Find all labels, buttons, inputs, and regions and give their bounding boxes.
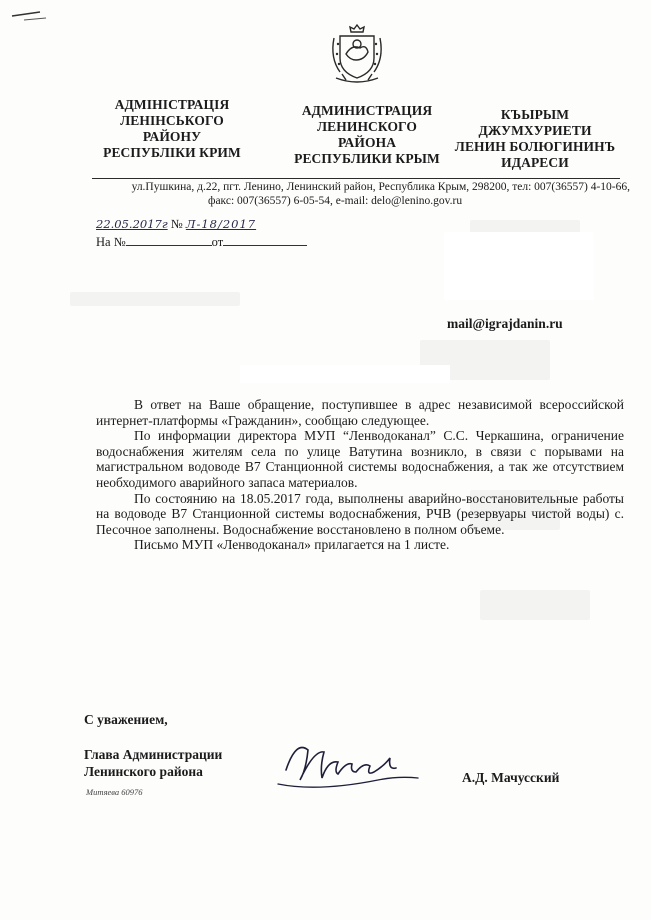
- address-block: [100, 180, 630, 208]
- org-line: РЕСПУБЛІКИ КРИМ: [103, 145, 241, 160]
- paper-bleed: [480, 590, 590, 620]
- org-line: ИДАРЕСИ: [501, 155, 569, 170]
- letter-body: [96, 397, 624, 553]
- org-line: АДМІНІСТРАЦІЯ: [114, 97, 230, 112]
- executor-note: Митяева 60976: [86, 787, 143, 797]
- body-paragraph: Письмо МУП «Ленводоканал» прилагается на 1 листе.: [134, 537, 450, 553]
- header-divider: [92, 178, 620, 179]
- body-paragraph: По состоянию на 18.05.2017 года, выполнены аварийно-восстановительные работы на водоводе В7 Станционной системы водоснабжения, РЧВ (резервуары чистой воды) с. Песочное заполнены. Водоснабжение восстановлено в полном объеме.: [96, 490, 624, 537]
- paper-bleed: [70, 292, 240, 306]
- number-label: №: [170, 217, 183, 231]
- from-label: от: [211, 235, 224, 249]
- incoming-reg-line: [96, 233, 316, 251]
- org-line: ЛЕНИНСКОГО: [316, 119, 418, 134]
- org-line: ЛЕНІНСЬКОГО: [120, 113, 224, 128]
- outgoing-reg-line: [96, 215, 316, 233]
- org-name-crimean-tatar: [450, 107, 620, 171]
- org-name-ukrainian: [92, 97, 252, 161]
- org-line: РАЙОНУ: [142, 129, 202, 144]
- address-line: ул.Пушкина, д.22, пгт. Ленино, Ленинский район, Республика Крым, 298200, тел: 007(36557) 4-10-66,: [131, 181, 630, 193]
- org-line: РАЙОНА: [337, 135, 397, 150]
- redacted-area: [444, 232, 594, 300]
- signer-name: А.Д. Мачусский: [462, 770, 560, 785]
- org-line: ЛЕНИН БОЛЮГИНИНЪ: [454, 139, 616, 154]
- org-line: РЕСПУБЛИКИ КРЫМ: [294, 151, 440, 166]
- org-name-russian: [282, 103, 452, 167]
- position-line: Глава Администрации: [84, 747, 223, 762]
- org-line: ДЖУМХУРИЕТИ: [478, 123, 592, 138]
- incoming-date-blank: [223, 233, 307, 246]
- incoming-number-label: На №: [96, 235, 126, 249]
- incoming-number-blank: [126, 233, 212, 246]
- closing-phrase: С уважением,: [84, 712, 168, 727]
- signer-position: [84, 746, 284, 780]
- org-line: КЪЫРЫМ: [500, 107, 570, 122]
- registration-block: [96, 215, 316, 251]
- handwritten-date: 22.05.2017г: [96, 217, 168, 231]
- corner-pen-mark: [10, 6, 48, 24]
- body-paragraph: По информации директора МУП “Ленводоканал” С.С. Черкашина, ограничение водоснабжения жителям села по улице Ватутина возникло, в связи с порывами на магистральном водоводе В7 Станционной системы водоснабжения, а так же отсутствием необходимого аварийного запаса материалов.: [96, 428, 624, 490]
- handwritten-number: Л-18/2017: [185, 217, 257, 231]
- org-line: АДМИНИСТРАЦИЯ: [301, 103, 433, 118]
- redacted-area: [240, 365, 450, 383]
- body-paragraph: В ответ на Ваше обращение, поступившее в адрес независимой всероссийской интернет-платформы «Гражданин», сообщаю следующее.: [96, 397, 624, 428]
- position-line: Ленинского района: [84, 764, 203, 779]
- handwritten-signature: [268, 730, 428, 800]
- recipient-email: mail@igrajdanin.ru: [447, 316, 563, 331]
- crimea-coat-of-arms-icon: [326, 22, 388, 86]
- contact-line: факс: 007(36557) 6-05-54, e-mail: delo@lenino.gov.ru: [208, 195, 463, 207]
